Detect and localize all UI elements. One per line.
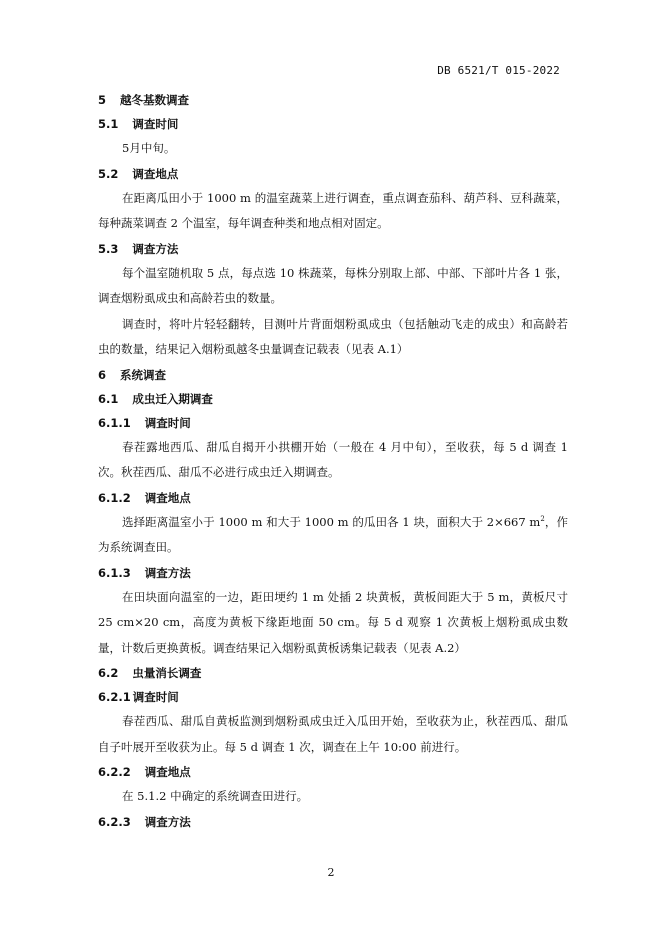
section-number: 6.2.1 (98, 690, 131, 704)
paragraph-text: 5月中旬。 (122, 141, 176, 155)
section-heading (98, 363, 568, 387)
section-heading (98, 112, 568, 136)
section-heading (98, 411, 568, 435)
page-number: 2 (327, 866, 335, 879)
section-number: 5 (98, 93, 107, 107)
section-heading (98, 760, 568, 784)
paragraph (98, 585, 568, 662)
section-number: 6.2 (98, 666, 119, 680)
paragraph (98, 186, 568, 237)
paragraph-text: 春茬露地西瓜、甜瓜自揭开小拱棚开始（一般在 4 月中旬），至收获，每 5 d 调查 1 次。秋茬西瓜、甜瓜不必进行成虫迁入期调查。 (98, 439, 568, 479)
section-heading (98, 661, 568, 685)
paragraph-text: 在距离瓜田小于 1000 m 的温室蔬菜上进行调查，重点调查茄科、葫芦科、豆科蔬菜，每种蔬菜调查 2 个温室，每年调查种类和地点相对固定。 (98, 190, 568, 230)
paragraph-text: 在 5.1.2 中确定的系统调查田进行。 (122, 789, 309, 803)
paragraph (98, 261, 568, 312)
paragraph (98, 709, 568, 760)
section-title: 调查地点 (132, 166, 179, 181)
paragraph-text: 每个温室随机取 5 点，每点选 10 株蔬菜，每株分别取上部、中部、下部叶片各 1 张，调查烟粉虱成虫和高龄若虫的数量。 (98, 265, 568, 305)
paragraph (98, 784, 568, 810)
section-title: 调查地点 (144, 490, 191, 505)
section-heading (98, 162, 568, 186)
document-code: DB 6521/T 015-2022 (437, 64, 560, 77)
paragraph-text: 春茬西瓜、甜瓜自黄板监测到烟粉虱成虫迁入瓜田开始，至收获为止，秋茬西瓜、甜瓜自子叶展开至收获为止。每 5 d 调查 1 次，调查在上午 10:00 前进行。 (98, 714, 568, 754)
section-title: 虫量消长调查 (132, 666, 202, 680)
section-number: 6.2.2 (98, 765, 131, 779)
section-number: 6 (98, 367, 107, 382)
section-title: 调查时间 (144, 415, 191, 430)
section-title: 调查方法 (144, 565, 191, 580)
section-number: 6.2.3 (98, 814, 131, 829)
section-number: 6.1 (98, 391, 119, 406)
paragraph (98, 510, 568, 561)
section-title: 成虫迁入期调查 (132, 391, 213, 406)
section-title: 调查时间 (132, 690, 179, 704)
section-heading (98, 237, 568, 261)
section-title: 系统调查 (120, 367, 167, 382)
paragraph-text-tail: ，作为系统调查田。 (98, 514, 568, 554)
paragraph (98, 312, 568, 363)
section-heading (98, 486, 568, 510)
section-number: 6.1.2 (98, 490, 131, 505)
superscript: 2 (540, 514, 545, 523)
section-heading (98, 88, 568, 112)
paragraph (98, 136, 568, 162)
section-heading (98, 685, 568, 709)
paragraph-text: 选择距离温室小于 1000 m 和大于 1000 m 的瓜田各 1 块，面积大于 2×667 m (122, 514, 541, 529)
section-title: 调查方法 (132, 241, 179, 256)
section-title: 调查地点 (144, 765, 191, 779)
paragraph (98, 435, 568, 486)
section-title: 调查方法 (144, 814, 191, 829)
section-number: 5.3 (98, 241, 119, 256)
document-body (98, 88, 568, 834)
section-title: 调查时间 (132, 117, 179, 131)
paragraph-text: 在田块面向温室的一边，距田埂约 1 m 处插 2 块黄板，黄板间距大于 5 m，黄板尺寸 25 cm×20 cm，高度为黄板下缘距地面 50 cm。每 5 d 观察 1 次黄板上烟粉虱成虫数量，计数后更换黄板。调查结果记入烟粉虱黄板诱集记载表（见表 A.2） (98, 589, 568, 655)
section-title: 越冬基数调查 (120, 93, 190, 107)
section-number: 6.1.1 (98, 415, 131, 430)
section-heading (98, 561, 568, 585)
section-heading (98, 387, 568, 411)
section-number: 5.2 (98, 166, 119, 181)
section-number: 6.1.3 (98, 565, 131, 580)
paragraph-text: 调查时，将叶片轻轻翻转，目测叶片背面烟粉虱成虫（包括触动飞走的成虫）和高龄若虫的数量，结果记入烟粉虱越冬虫量调查记载表（见表 A.1） (98, 316, 568, 356)
section-heading (98, 810, 568, 834)
section-number: 5.1 (98, 117, 119, 131)
